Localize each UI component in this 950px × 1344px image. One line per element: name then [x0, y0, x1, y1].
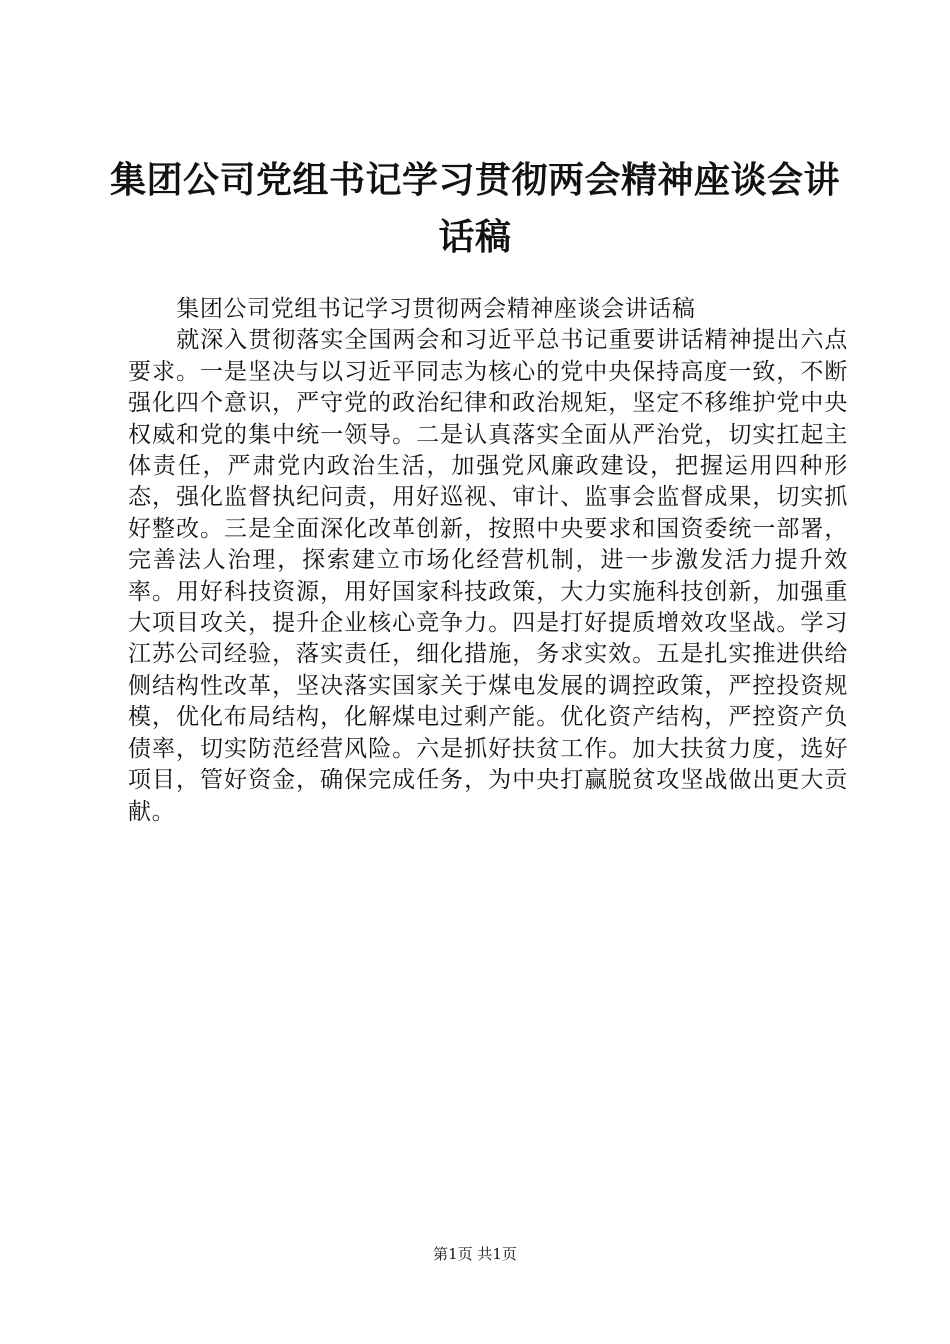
repeated-title-paragraph: 集团公司党组书记学习贯彻两会精神座谈会讲话稿 — [176, 296, 696, 322]
document-title: 集团公司党组书记学习贯彻两会精神座谈会讲话稿 — [110, 160, 841, 258]
page-number-footer: 第1页 共1页 — [433, 1245, 517, 1263]
main-paragraph: 就深入贯彻落实全国两会和习近平总书记重要讲话精神提出六点要求。一是坚决与以习近平同志为核心的党中央保持高度一致，不断强化四个意识，严守党的政治纪律和政治规矩，坚定不移维护党中央权威和党的集中统一领导。二是认真落实全面从严治党，切实扛起主体责任，严肃党内政治生活，加强党风廉政建设，把握运用四种形态，强化监督执纪问责，用好巡视、审计、监事会监督成果，切实抓好整改。三是全面深化改革创新，按照中央要求和国资委统一部署，完善法人治理，探索建立市场化经营机制，进一步激发活力提升效率。用好科技资源，用好国家科技政策，大力实施科技创新，加强重大项目攻关，提升企业核心竞争力。四是打好提质增效攻坚战。学习江苏公司经验，落实责任，细化措施，务求实效。五是扎实推进供给侧结构性改革，坚决落实国家关于煤电发展的调控政策，严控投资规模，优化布局结构，化解煤电过剩产能。优化资产结构，严控资产负债率，切实防范经营风险。六是抓好扶贫工作。加大扶贫力度，选好项目，管好资金，确保完成任务，为中央打赢脱贫攻坚战做出更大贡献。 — [128, 327, 848, 825]
document-body — [128, 294, 848, 828]
